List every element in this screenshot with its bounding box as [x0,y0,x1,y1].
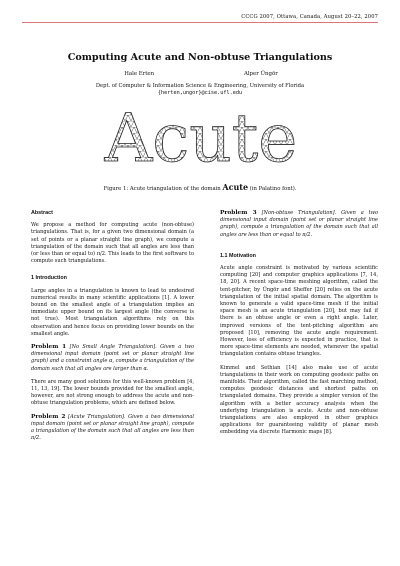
abstract-heading: Abstract [31,210,53,216]
right-column [220,210,378,443]
caption-word: Acute [222,182,249,192]
acute-triangulation-figure [101,103,301,173]
motivation-paragraph-2: Kimmel and Sethian [14] also make use of acute triangulations in their work on computing geodesic paths on manifolds. Their algorithm, called the fast marching method, computes geodesic distances and shortest paths on triangulated domains. They provide a simpler version of the algorithm with a better accuracy analysis when the underlying triangulation is acute. Acute and non-obtuse triangulations are also employed in other graphics applications for guaranteeing validity of planar mesh embedding via discrete Harmonic maps [8]. [220,364,378,436]
motivation-paragraph-1: Acute angle constraint is motivated by various scientific computing [20] and computer graphics applications [7, 14, 18, 20]. A recent space-time meshing algorithm, called the tent-pitcher, by Üngör and Sheffer [20] relies on the acute triangulation of the initial spatial domain. The algorithm is known to generate a valid space-time mesh if the initial space mesh is an acute triangulation [20], but may fail if there is an obtuse angle or even a right angle. Later, improved versions of the tent-pitching algorithm are proposed [10], removing the acute angle requirement. However, loss of efficiency is expected in practice, that is more space-time elements are needed, whenever the spatial triangulation contains obtuse triangles. [220,265,378,358]
header-rule [22,22,378,23]
conference-header: CCCG 2007, Ottawa, Canada, August 20–22, 2007 [241,14,378,20]
problem-3: Problem 3 [Non-obtuse Triangulation]. Given a two dimensional input domain (point set or planar straight line graph), compute a triangulation of the domain such that all angles are less than or equal to π/2. [220,210,378,238]
intro-heading: 1 Introduction [31,275,67,282]
abstract-text: We propose a method for computing acute (non-obtuse) triangulations. That is, for a given two dimensional domain (a set of points or a planar straight line graph), we compute a triangulation of the domain such that all angles are less than (or less than or equal to) π/2. This leads to the first software to compute such triangulations. [31,222,194,265]
paper-title: Computing Acute and Non-obtuse Triangulations [67,52,333,63]
problem-1: Problem 1 [No Small Angle Triangulation]. Given a two dimensional input domain (point set or planar straight line graph) and a constraint angle α, compute a triangulation of the domain such that all angles are larger than α. [31,344,194,372]
left-column [31,210,194,448]
problem-2: Problem 2 [Acute Triangulation]. Given a two dimensional input domain (point set or planar straight line graph), compute a triangulation of the domain such that all angles are less than π/2. [31,413,194,442]
author-list [0,71,400,77]
intro-paragraph-1: Large angles in a triangulation is known to lead to undesired numerical results in many scientific applications [1]. A lower bound on the smallest angle of a triangulation implies an immediate upper bound on its largest angle (the converse is not true). Most triangulation algorithms rely on this observation and hence focus on providing lower bounds on the smallest angle. [31,287,194,337]
author-2: Alper Üngör [243,71,278,77]
author-1: Hale Erten [124,71,155,77]
intro-paragraph-2: There are many good solutions for this well-known problem [4, 11, 13, 19]. The lower bounds provided for the smallest angle, however, are not strong enough to address the acute and non-obtuse triangulation problems, which are defined below. [31,378,194,407]
email: {herten,ungor}@cise.ufl.edu [157,90,243,96]
figure-word: Acute [104,103,298,173]
figure-caption: Figure 1: Acute triangulation of the domain Acute (in Palatino font). [103,182,297,192]
motivation-heading: 1.1 Motivation [220,252,256,259]
affiliation: Dept. of Computer & Information Science & Engineering, University of Florida [95,83,305,89]
